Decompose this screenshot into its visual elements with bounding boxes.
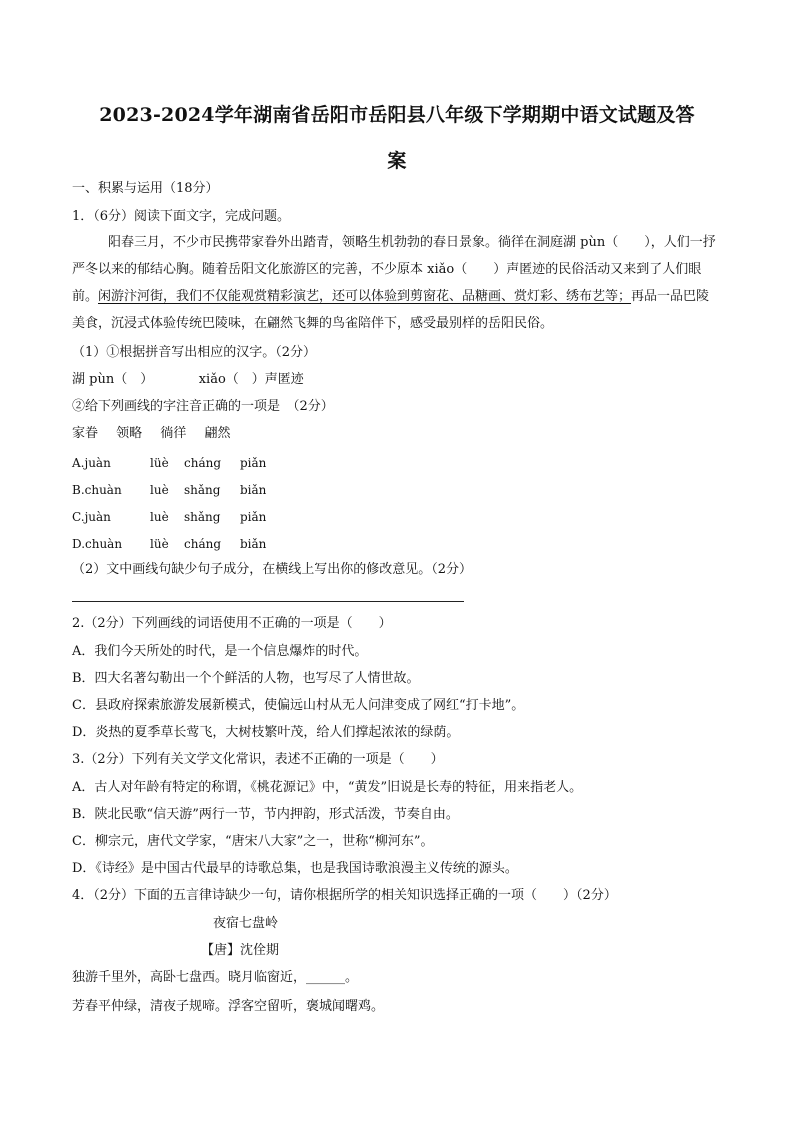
word-item: 领略 (116, 426, 143, 441)
q1-sub2: （2）文中画线句缺少句子成分，在横线上写出你的修改意见。（2分） (72, 562, 473, 577)
poem-line-2: 芳春平仲绿，清夜子规啼。浮客空留听，褒城闻曙鸡。 (72, 999, 385, 1014)
word-item: 翩然 (204, 426, 231, 441)
q3-option-a[interactable]: A．古人对年龄有特定的称谓，《桃花源记》中，“黄发”旧说是长寿的特征，用来指老人。 (72, 780, 583, 795)
poem-title: 夜宿七盘岭 (213, 916, 279, 931)
title-line-1: 2023-2024学年湖南省岳阳市岳阳县八年级下学期期中语文试题及答 (99, 104, 695, 126)
section-heading: 一、积累与运用（18分） (72, 181, 219, 196)
q1-sub1-fill: 湖 pùn（ ） xiǎo（ ）声匿迹 (72, 372, 304, 387)
q4-stem: 4．（2分）下面的五言律诗缺少一句，请你根据所学的相关知识选择正确的一项（ ）（2分） (72, 888, 617, 903)
q1-sub1b: ②给下列画线的字注音正确的一项是 （2分） (72, 399, 334, 414)
poem-line-1: 独游千里外，高卧七盘西。晓月临窗近，______。 (72, 970, 359, 985)
q2-option-d[interactable]: D．炎热的夏季草长莺飞，大树枝繁叶茂，给人们撑起浓浓的绿荫。 (72, 725, 460, 740)
document-title (60, 92, 734, 184)
q3-option-b[interactable]: B．陕北民歌“信天游”两行一节，节内押韵，形式活泼，节奏自由。 (72, 807, 459, 822)
q1-word-list (72, 425, 244, 443)
q1-option-c[interactable]: C.juàn luè shǎng piǎn (72, 510, 267, 524)
q2-option-b[interactable]: B．四大名著勾勒出一个个鲜活的人物，也写尽了人情世故。 (72, 671, 420, 686)
q2-option-c[interactable]: C．县政府探索旅游发展新模式，使偏远山村从无人问津变成了网红“打卡地”。 (72, 698, 525, 713)
q1-option-a[interactable]: A.juàn lüè cháng piǎn (72, 456, 267, 470)
passage-underlined-sentence: 闲游汴河街，我们不仅能观赏精彩演艺，还可以体验到剪窗花、品糖画、赏灯彩、绣布艺等； (98, 289, 632, 304)
q3-stem: 3.（2分）下列有关文学文化常识，表述不正确的一项是（ ） (72, 752, 444, 767)
q1-option-d[interactable]: D.chuàn lüè cháng biǎn (72, 537, 267, 551)
q1-option-b[interactable]: B.chuàn luè shǎng biǎn (72, 483, 267, 497)
q3-option-c[interactable]: C．柳宗元，唐代文学家，“唐宋八大家”之一，世称“柳河东”。 (72, 834, 434, 849)
passage-text-a: 阳春三月，不少市民携带家眷外出踏青，领略生机勃勃的春日景象。徜徉在洞庭湖 pùn（ ），人们一抒严冬以来的郁结心胸。随着岳阳文化旅游区的完善，不少原本 xiǎo（ ）声匿迹的民俗活动又来到了人们眼前。 (72, 235, 716, 304)
q1-sub1: （1）①根据拼音写出相应的汉字。（2分） (72, 345, 317, 360)
q3-option-d[interactable]: D．《诗经》是中国古代最早的诗歌总集，也是我国诗歌浪漫主义传统的源头。 (72, 861, 518, 876)
word-item: 家眷 (72, 426, 99, 441)
q2-stem: 2.（2分）下列画线的词语使用不正确的一项是（ ） (72, 616, 392, 631)
answer-blank-line[interactable] (72, 601, 464, 602)
word-item: 徜徉 (160, 426, 187, 441)
q2-option-a[interactable]: A．我们今天所处的时代，是一个信息爆炸的时代。 (72, 644, 368, 659)
poem-author: 【唐】沈佺期 (201, 943, 280, 958)
title-line-2: 案 (387, 150, 407, 172)
q1-passage (72, 229, 722, 337)
passage-text-b: 再品一品巴陵美食，沉浸式体验传统巴陵味，在翩然飞舞的鸟雀陪伴下，感受最别样的岳阳民俗。 (72, 289, 710, 331)
q1-stem: 1．（6分）阅读下面文字，完成问题。 (72, 209, 291, 224)
